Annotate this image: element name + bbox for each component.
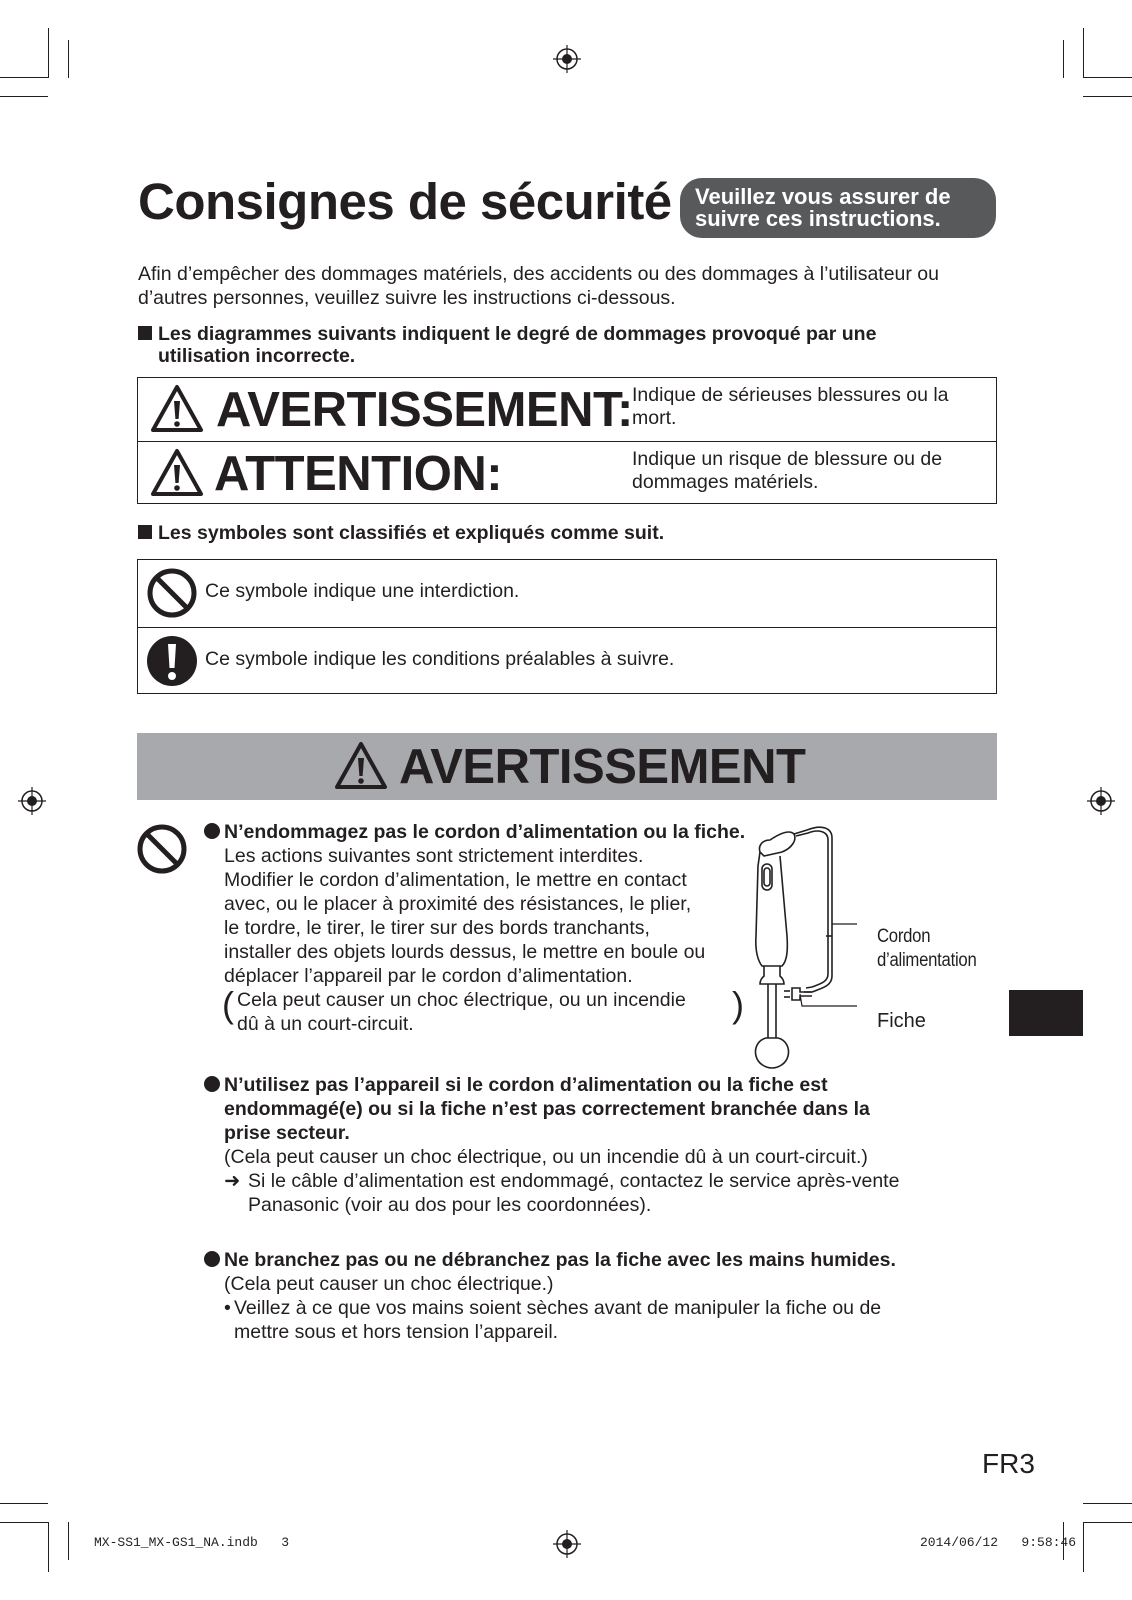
symbols-heading: Les symboles sont classifiés et expliqués comme suit. xyxy=(138,522,664,544)
hazard-level-desc: Indique un risque de blessure ou de dommages matériels. xyxy=(632,448,943,493)
warning-item-line: Modifier le cordon d’alimentation, le mettre en contact xyxy=(224,869,687,891)
square-bullet-icon xyxy=(138,525,152,539)
bullet-icon: • xyxy=(224,1297,231,1319)
crop-mark xyxy=(0,77,48,78)
warning-item-title: Ne branchez pas ou ne débranchez pas la fiche avec les mains humides. xyxy=(224,1249,896,1271)
crop-mark xyxy=(0,1503,48,1504)
crop-mark xyxy=(68,1522,69,1560)
crop-mark xyxy=(1063,40,1064,78)
section-tab xyxy=(1009,990,1083,1036)
prohibition-icon xyxy=(136,823,188,875)
hazard-level-label: ATTENTION: xyxy=(214,447,503,501)
bullet-dot-icon xyxy=(204,1251,220,1267)
exclamation-icon xyxy=(146,635,198,687)
crop-mark xyxy=(0,1522,48,1523)
square-bullet-icon xyxy=(138,326,152,340)
instruction-badge xyxy=(680,178,996,238)
crop-mark xyxy=(48,28,49,78)
diagram-heading-line: utilisation incorrecte. xyxy=(158,345,356,367)
registration-mark-icon xyxy=(553,1530,581,1558)
page-number: FR3 xyxy=(982,1448,1035,1479)
warning-item xyxy=(204,1073,1004,1217)
diagram-heading xyxy=(138,323,998,367)
warning-item-line: mettre sous et hors tension l’appareil. xyxy=(234,1321,559,1343)
crop-mark xyxy=(1083,1522,1084,1572)
symbol-row xyxy=(138,560,996,626)
warning-triangle-icon xyxy=(150,384,204,434)
warning-item xyxy=(204,820,764,1036)
plug-label: Fiche xyxy=(877,1010,926,1032)
crop-mark xyxy=(1083,1503,1132,1504)
bullet-dot-icon xyxy=(204,1076,220,1092)
warning-item-note: (Cela peut causer un choc électrique.) xyxy=(224,1273,554,1295)
symbol-row xyxy=(138,627,996,694)
hazard-level-row xyxy=(138,441,996,504)
crop-mark xyxy=(1083,1522,1132,1523)
registration-mark-icon xyxy=(1087,787,1115,815)
crop-mark xyxy=(1083,96,1132,97)
symbol-desc: Ce symbole indique une interdiction. xyxy=(205,580,520,602)
crop-mark xyxy=(48,1522,49,1572)
footer-file-name: MX-SS1_MX-GS1_NA.indb 3 xyxy=(94,1535,290,1550)
hazard-level-row xyxy=(138,378,996,440)
page-title: Consignes de sécurité xyxy=(138,173,672,230)
crop-mark xyxy=(68,40,69,78)
hand-blender-illustration xyxy=(752,826,862,1070)
bullet-dot-icon xyxy=(204,823,220,839)
warning-item-line: Panasonic (voir au dos pour les coordonnées). xyxy=(248,1194,652,1216)
warning-item-line: avec, ou le placer à proximité des résistances, le plier, xyxy=(224,893,692,915)
warning-triangle-icon xyxy=(150,448,204,498)
warning-item-line: Les actions suivantes sont strictement interdites. xyxy=(224,845,644,867)
intro-paragraph: Afin d’empêcher des dommages matériels, des accidents ou des dommages à l’utilisateur ou d’autres personnes, veuillez suivre les instructions ci-dessous. xyxy=(138,263,939,309)
hazard-level-desc: Indique de sérieuses blessures ou la mort. xyxy=(632,384,949,429)
warning-item-title: prise secteur. xyxy=(224,1122,350,1144)
arrow-right-icon: ➜ xyxy=(224,1170,241,1192)
warning-item-note: (Cela peut causer un choc électrique, ou un incendie dû à un court-circuit.) xyxy=(224,1146,868,1168)
footer-timestamp: 2014/06/12 9:58:46 xyxy=(920,1535,1077,1550)
warning-triangle-icon xyxy=(333,741,389,791)
warning-banner xyxy=(137,733,997,800)
cord-label: Cordon d’alimentation xyxy=(877,926,977,971)
crop-mark xyxy=(1083,28,1084,78)
warning-item-title: N’utilisez pas l’appareil si le cordon d’alimentation ou la fiche est xyxy=(224,1074,828,1096)
hazard-level-label: AVERTISSEMENT: xyxy=(216,383,633,437)
warning-item-title: endommagé(e) ou si la fiche n’est pas correctement branchée dans la xyxy=(224,1098,870,1120)
warning-item-line: le tordre, le tirer, le tirer sur des bords tranchants, xyxy=(224,917,650,939)
warning-banner-label: AVERTISSEMENT xyxy=(399,740,806,794)
warning-item-title: N’endommagez pas le cordon d’alimentation ou la fiche. xyxy=(224,821,746,843)
diagram-heading-line: Les diagrammes suivants indiquent le degré de dommages provoqué par une xyxy=(158,323,877,345)
warning-item-line: Si le câble d’alimentation est endommagé, contactez le service après-vente xyxy=(248,1170,900,1192)
warning-item-line: Veillez à ce que vos mains soient sèches avant de manipuler la fiche ou de xyxy=(234,1297,882,1319)
badge-line: suivre ces instructions. xyxy=(695,206,941,231)
registration-mark-icon xyxy=(553,45,581,73)
registration-mark-icon xyxy=(18,787,46,815)
badge-line: Veuillez vous assurer de xyxy=(695,184,951,209)
symbol-desc: Ce symbole indique les conditions préalables à suivre. xyxy=(205,648,675,670)
crop-mark xyxy=(1083,77,1132,78)
warning-item xyxy=(204,1248,1004,1344)
prohibition-icon xyxy=(146,567,198,619)
symbol-table xyxy=(137,559,997,694)
hazard-level-table xyxy=(137,377,997,504)
warning-item-line: déplacer l’appareil par le cordon d’alimentation. xyxy=(224,965,633,987)
warning-item-note: ( Cela peut causer un choc électrique, ou un incendie dû à un court-circuit. ) xyxy=(222,984,744,1035)
crop-mark xyxy=(0,96,48,97)
warning-item-line: installer des objets lourds dessus, le mettre en boule ou xyxy=(224,941,706,963)
